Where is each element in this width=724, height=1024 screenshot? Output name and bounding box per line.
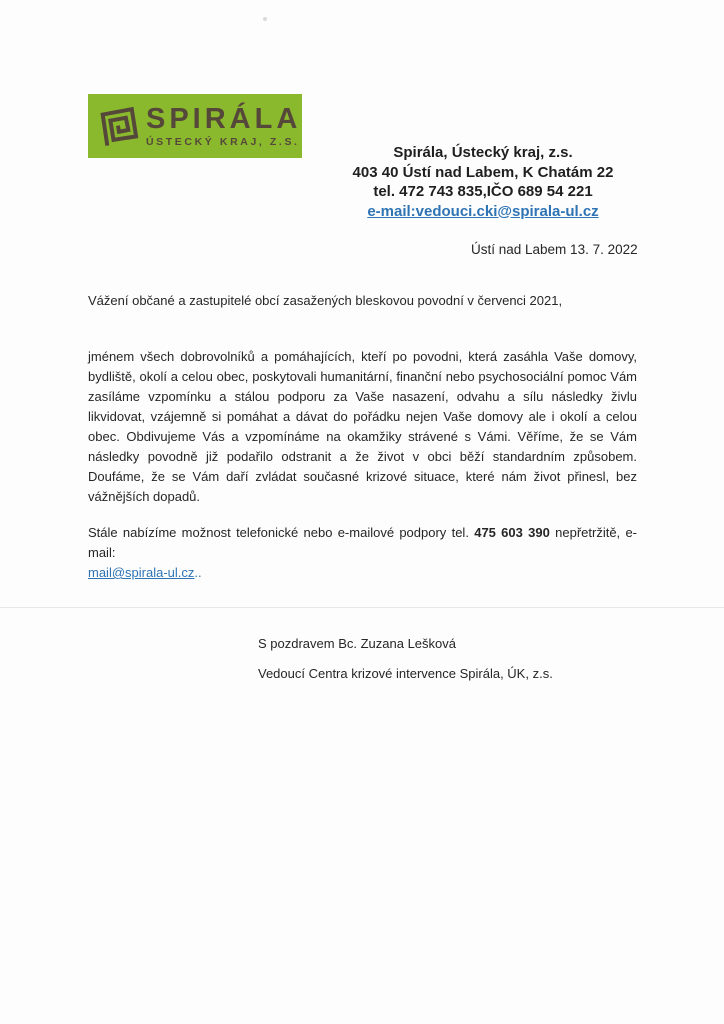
closing-role-line: Vedoucí Centra krizové intervence Spirála, ÚK, z.s.: [258, 666, 553, 681]
letter-body: [0, 291, 724, 684]
support-email-link[interactable]: mail@spirala-ul.cz: [88, 565, 195, 580]
dateline: Ústí nad Labem 13. 7. 2022: [471, 242, 638, 257]
support-trailing-dots: ..: [194, 565, 202, 580]
org-phone-ico: tel. 472 743 835,IČO 689 54 221: [373, 183, 593, 200]
square-spiral-icon: [98, 103, 140, 149]
support-phone: 475 603 390: [474, 525, 550, 540]
main-paragraph: jménem všech dobrovolníků a pomáhajících, kteří po povodni, která zasáhla Vaše domovy, bydliště, okolí a celou obec, poskytovali humanitární, finanční nebo psychosociální pomoc Vám zasíláme vzpomínku a stálou podporu za Vaše nasazení, odvahu a sílu následky živlu likvidovat, vzájemně si pomáhat a dávat do pořádku nejen Vaše domovy ale i okolí a celou obec. Obdivujeme Vás a vzpomínáme na okamžiky strávené s Vámi. Věříme, že se Vám následky povodně již podařilo odstranit a že život v obci běží standardním způsobem. Doufáme, že se Vám daří zvládat současné krizové situace, které nám život přinesl, bez vážnějších dopadů.: [88, 349, 637, 504]
support-text-prefix: Stále nabízíme možnost telefonické nebo e-mailové podpory tel.: [88, 525, 475, 540]
closing-line: S pozdravem Bc. Zuzana Lešková: [258, 636, 456, 651]
logo-text: [146, 102, 302, 148]
logo-title: SPIRÁLA: [146, 102, 302, 135]
logo-subtitle: ÚSTECKÝ KRAJ, Z.S.: [146, 135, 300, 148]
support-text-suffix: nepřetržitě, e-mail:: [88, 525, 638, 560]
org-name: Spirála, Ústecký kraj, z.s.: [393, 144, 573, 161]
contact-block: [333, 143, 633, 221]
letterhead: [0, 0, 724, 291]
support-paragraph: [88, 523, 637, 583]
spirala-logo: [88, 94, 302, 158]
page-fold-line: [0, 607, 724, 608]
org-address: 403 40 Ústí nad Labem, K Chatám 22: [352, 163, 614, 181]
org-email-link[interactable]: e-mail:vedouci.cki@spirala-ul.cz: [367, 202, 599, 220]
salutation: Vážení občané a zastupitelé obcí zasažených bleskovou povodní v červenci 2021,: [88, 293, 563, 308]
